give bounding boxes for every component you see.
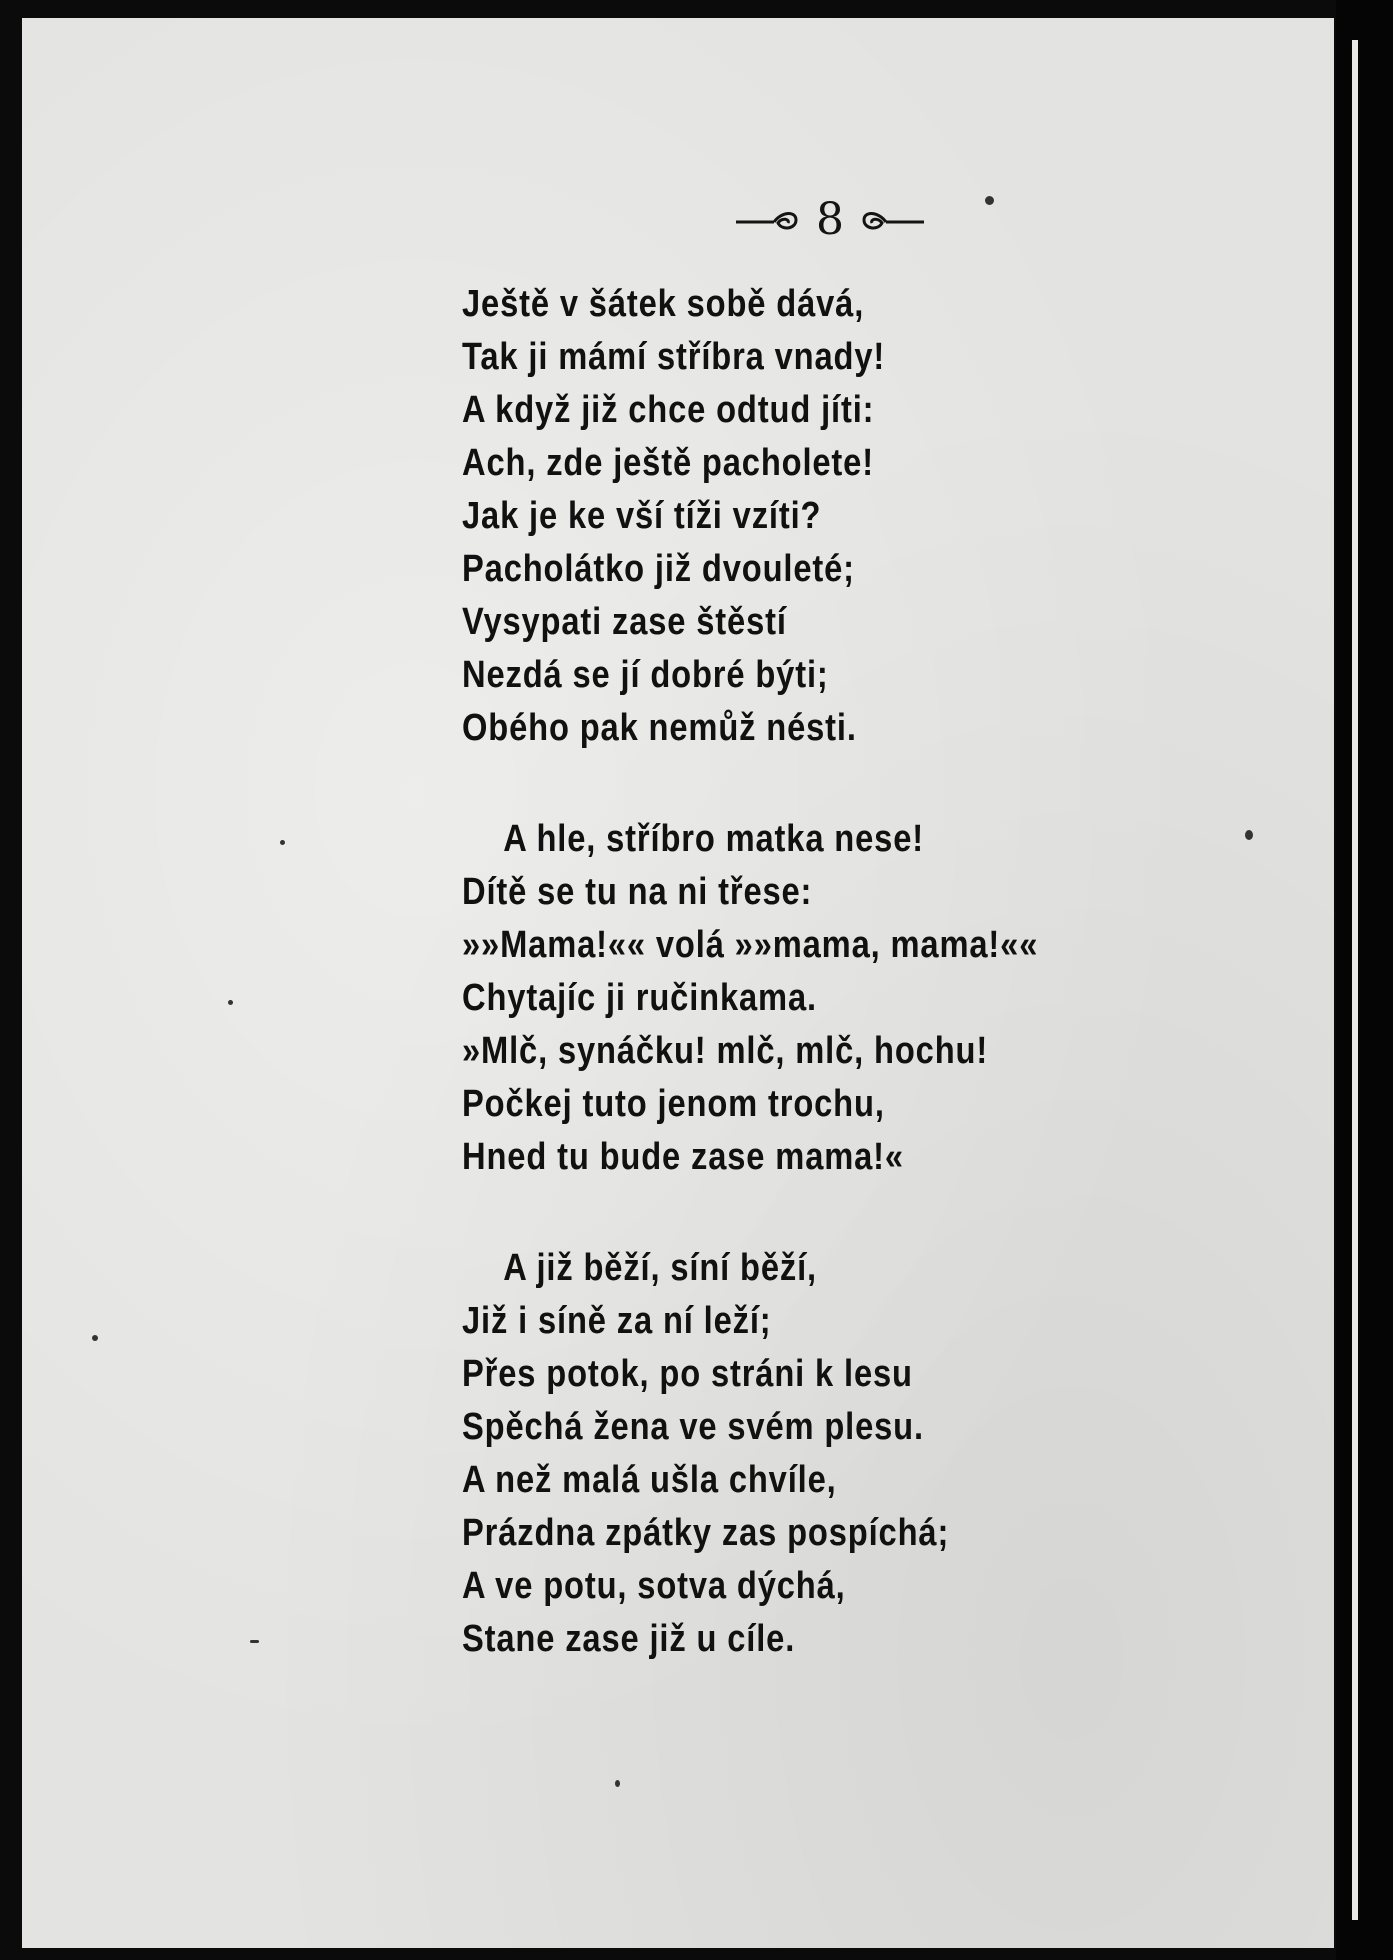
verse-line: Hned tu bude zase mama!« <box>462 1136 904 1178</box>
verse-line: Pacholátko již dvouleté; <box>462 548 855 590</box>
facing-page-edge <box>1352 40 1358 1920</box>
verse-line: A již běží, síní běží, <box>503 1247 817 1289</box>
verse-line: »»Mama!«« volá »»mama, mama!«« <box>462 924 1039 966</box>
verse-line: Vysypati zase štěstí <box>462 601 787 643</box>
verse-line: Jak je ke vší tíži vzíti? <box>462 495 822 537</box>
ink-speck <box>1245 830 1253 840</box>
stanza-1 <box>462 278 1182 755</box>
verse-line: Spěchá žena ve svém plesu. <box>462 1406 924 1448</box>
verse-line: Počkej tuto jenom trochu, <box>462 1083 885 1125</box>
ornament-right-icon <box>856 205 926 235</box>
book-spine <box>1336 0 1393 1960</box>
ink-speck <box>92 1335 98 1341</box>
stanza-3 <box>462 1242 1182 1666</box>
verse-line: Obého pak nemůž nésti. <box>462 707 857 749</box>
verse-line: Dítě se tu na ni třese: <box>462 871 813 913</box>
ink-speck <box>280 840 285 845</box>
verse-line: Tak ji mámí stříbra vnady! <box>462 336 886 378</box>
ornament-left-icon <box>734 205 804 235</box>
ink-speck <box>228 1000 233 1005</box>
verse-line: Stane zase již u cíle. <box>462 1618 796 1660</box>
ink-speck <box>615 1780 620 1787</box>
verse-line: Chytajíc ji ručinkama. <box>462 977 817 1019</box>
verse-line: Přes potok, po stráni k lesu <box>462 1353 913 1395</box>
ink-speck <box>985 196 994 205</box>
verse-line: Prázdna zpátky zas pospíchá; <box>462 1512 950 1554</box>
verse-line: A hle, stříbro matka nese! <box>503 818 924 860</box>
ink-speck <box>250 1640 259 1643</box>
page-number: 8 <box>816 194 844 245</box>
verse-line: Ach, zde ještě pacholete! <box>462 442 874 484</box>
stanza-2 <box>462 813 1182 1184</box>
page-header <box>700 190 960 250</box>
verse-line: Ještě v šátek sobě dává, <box>462 283 865 325</box>
verse-line: A než malá ušla chvíle, <box>462 1459 837 1501</box>
verse-line: Nezdá se jí dobré býti; <box>462 654 829 696</box>
verse-line: A ve potu, sotva dýchá, <box>462 1565 846 1607</box>
verse-line: A když již chce odtud jíti: <box>462 389 875 431</box>
verse-line: Již i síně za ní leží; <box>462 1300 772 1342</box>
verse-line: »Mlč, synáčku! mlč, mlč, hochu! <box>462 1030 989 1072</box>
